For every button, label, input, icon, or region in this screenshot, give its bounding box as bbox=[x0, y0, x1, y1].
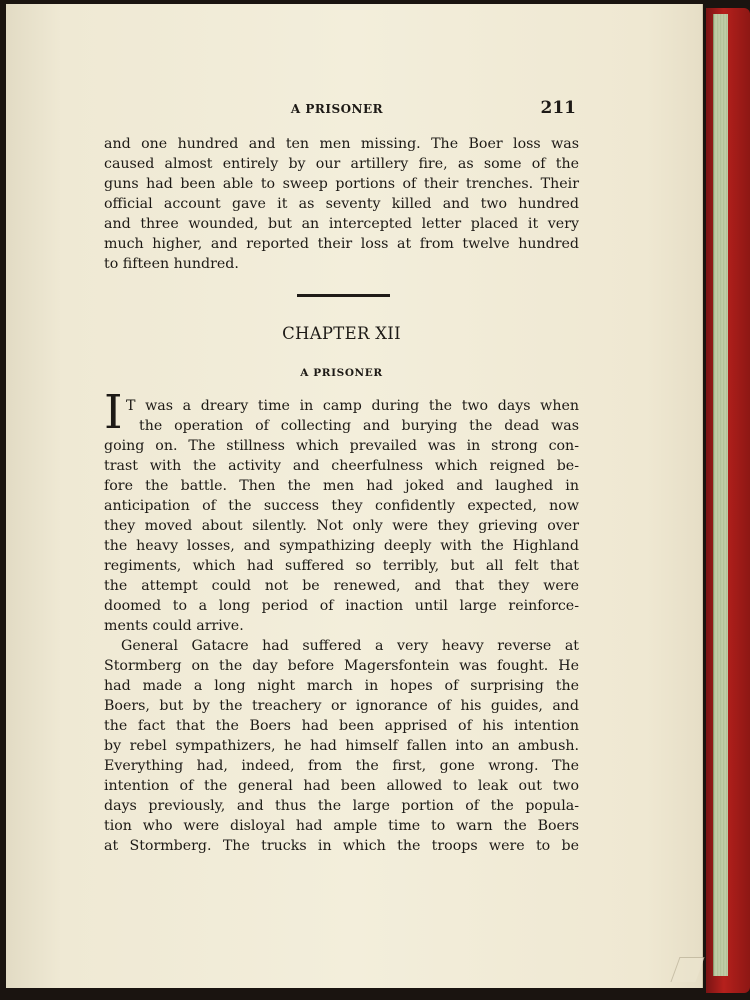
text-line: the attempt could not be renewed, and that they were bbox=[104, 578, 579, 594]
text-line: and one hundred and ten men missing. The Boer loss was bbox=[104, 136, 579, 152]
text-line: doomed to a long period of inaction until large reinforce- bbox=[104, 598, 579, 614]
text-line: much higher, and reported their loss at from twelve hundred bbox=[104, 236, 579, 252]
text-line: the operation of collecting and burying the dead was bbox=[139, 418, 579, 434]
text-line: days previously, and thus the large portion of the popula- bbox=[104, 798, 579, 814]
page-block-edge bbox=[713, 14, 728, 976]
drop-cap: I bbox=[104, 385, 123, 440]
text-line: at Stormberg. The trucks in which the troops were to be bbox=[104, 838, 579, 854]
page-number: 211 bbox=[540, 98, 576, 118]
chapter-heading: CHAPTER XII bbox=[282, 324, 401, 343]
text-line: intention of the general had been allowed to leak out two bbox=[104, 778, 579, 794]
text-line: regiments, which had suffered so terribly, but all felt that bbox=[104, 558, 579, 574]
text-line: tion who were disloyal had ample time to warn the Boers bbox=[104, 818, 579, 834]
first-line-text: was a dreary time in camp during the two days when bbox=[145, 398, 579, 414]
text-line: Boers, but by the treachery or ignorance of his guides, and bbox=[104, 698, 579, 714]
text-line: the heavy losses, and sympathizing deeply with the Highland bbox=[104, 538, 579, 554]
text-line: had made a long night march in hopes of surprising the bbox=[104, 678, 579, 694]
text-line: Stormberg on the day before Magersfontein was fought. He bbox=[104, 658, 579, 674]
text-line: fore the battle. Then the men had joked and laughed in bbox=[104, 478, 579, 494]
text-line: Everything had, indeed, from the first, gone wrong. The bbox=[104, 758, 579, 774]
chapter-subtitle: A PRISONER bbox=[300, 367, 383, 379]
text-line: going on. The stillness which prevailed was in strong con- bbox=[104, 438, 579, 454]
text-line: official account gave it as seventy killed and two hundred bbox=[104, 196, 579, 212]
text-line: caused almost entirely by our artillery fire, as some of the bbox=[104, 156, 579, 172]
page-corner-fold bbox=[670, 957, 704, 982]
text-line: by rebel sympathizers, he had himself fallen into an ambush. bbox=[104, 738, 579, 754]
first-word-rest: T bbox=[126, 398, 136, 414]
text-line: and three wounded, but an intercepted letter placed it very bbox=[104, 216, 579, 232]
text-line: the fact that the Boers had been apprised of his intention bbox=[104, 718, 579, 734]
text-line: guns had been able to sweep portions of their trenches. Their bbox=[104, 176, 579, 192]
text-line: ments could arrive. bbox=[104, 618, 244, 634]
running-header bbox=[98, 98, 576, 122]
text-line: General Gatacre had suffered a very heavy reverse at bbox=[121, 638, 579, 654]
text-line: they moved about silently. Not only were they grieving over bbox=[104, 518, 579, 534]
section-divider-rule bbox=[297, 294, 390, 297]
text-line: to fifteen hundred. bbox=[104, 256, 239, 272]
first-line bbox=[126, 396, 579, 416]
text-line: anticipation of the success they confidently expected, now bbox=[104, 498, 579, 514]
running-title: A PRISONER bbox=[290, 102, 384, 116]
text-line: trast with the activity and cheerfulness which reigned be- bbox=[104, 458, 579, 474]
